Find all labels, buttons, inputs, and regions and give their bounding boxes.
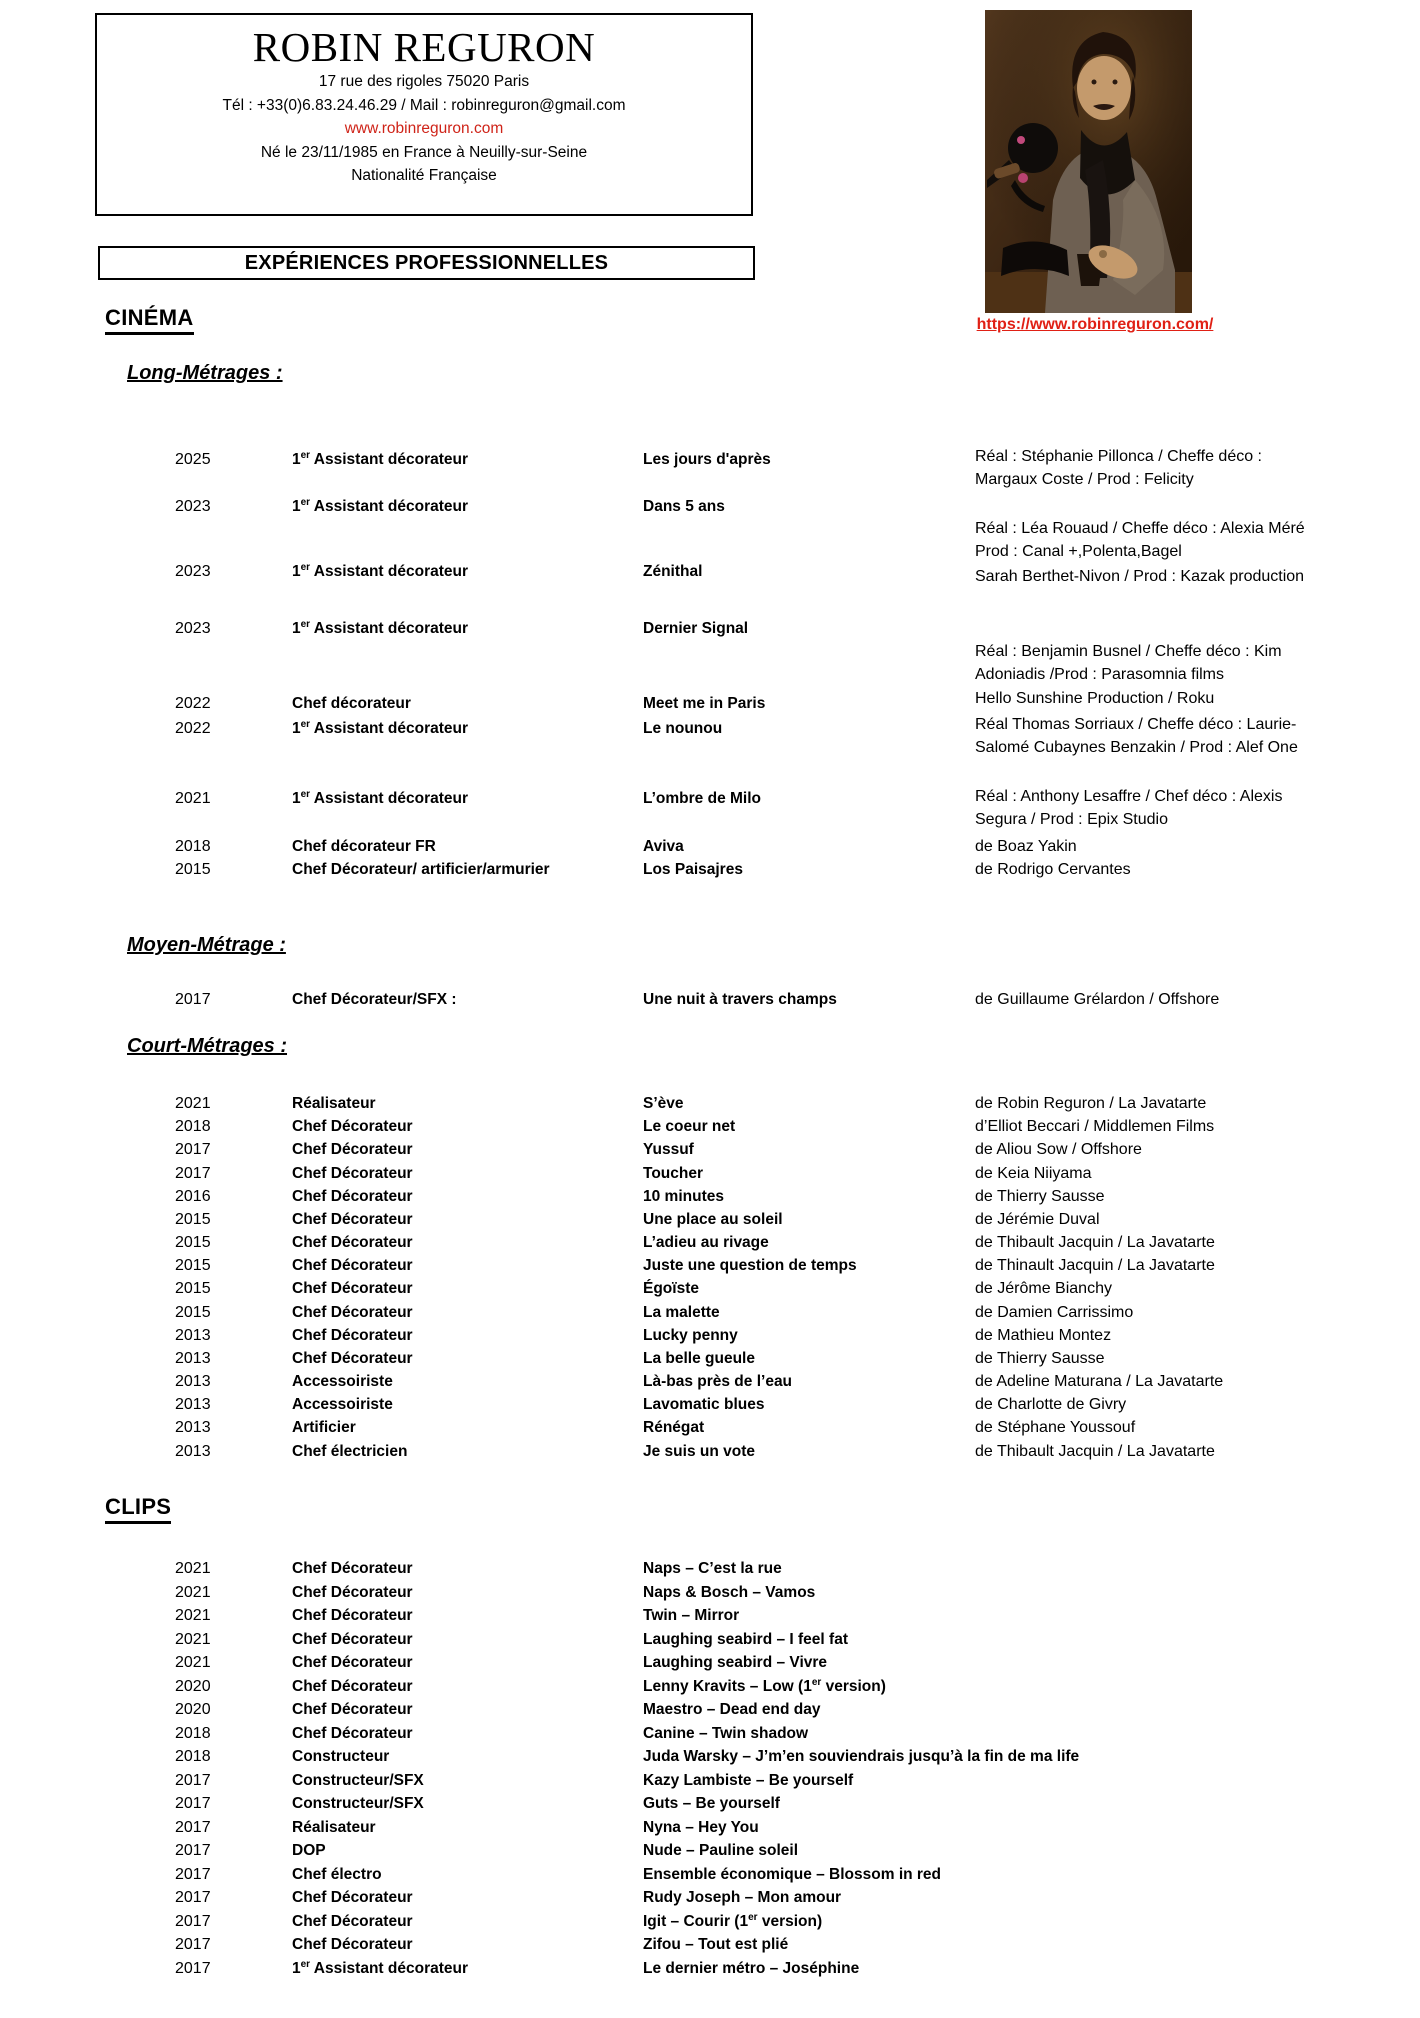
birth-line: Né le 23/11/1985 en France à Neuilly-sur-Seine <box>260 143 588 161</box>
row-role: Chef Décorateur <box>292 1327 413 1344</box>
row-year: 2017 <box>175 1936 211 1953</box>
row-detail: Réal : Stéphanie Pillonca / Cheffe déco : Margaux Coste / Prod : Felicity <box>975 448 1262 488</box>
row-detail: de Thierry Sausse <box>975 1188 1105 1205</box>
row-detail: Réal : Anthony Lesaffre / Chef déco : Alexis Segura / Prod : Epix Studio <box>975 788 1283 828</box>
row-year: 2022 <box>175 720 211 737</box>
row-role: DOP <box>292 1842 326 1859</box>
website-link[interactable]: https://www.robinreguron.com/ <box>976 316 1214 333</box>
row-title: Naps – C’est la rue <box>643 1560 782 1577</box>
row-role: Chef Décorateur <box>292 1234 413 1251</box>
row-title: Toucher <box>643 1165 703 1182</box>
row-role: Accessoiriste <box>292 1396 393 1413</box>
row-detail: de Stéphane Youssouf <box>975 1419 1136 1436</box>
row-role: Réalisateur <box>292 1819 376 1836</box>
row-title: Twin – Mirror <box>643 1607 740 1624</box>
row-role: Chef décorateur FR <box>292 838 436 855</box>
row-year: 2018 <box>175 1725 211 1742</box>
row-detail: Réal Thomas Sorriaux / Cheffe déco : Laurie-Salomé Cubaynes Benzakin / Prod : Alef One <box>975 716 1298 756</box>
cinema-section-heading: CINÉMA <box>105 305 194 335</box>
row-title: Juda Warsky – J’m’en souviendrais jusqu’à la fin de ma life <box>643 1748 1080 1765</box>
person-name: ROBIN REGURON <box>252 24 596 70</box>
row-role: Chef Décorateur <box>292 1304 413 1321</box>
row-year: 2021 <box>175 1654 211 1671</box>
row-title: 10 minutes <box>643 1188 724 1205</box>
row-role: Chef Décorateur <box>292 1141 413 1158</box>
row-detail: de Guillaume Grélardon / Offshore <box>975 991 1220 1008</box>
row-title: Canine – Twin shadow <box>643 1725 809 1742</box>
row-title: Le coeur net <box>643 1118 736 1135</box>
row-detail: de Mathieu Montez <box>975 1327 1112 1344</box>
row-role: Chef Décorateur <box>292 1678 413 1695</box>
row-title: L’ombre de Milo <box>643 790 761 807</box>
row-year: 2015 <box>175 861 211 878</box>
row-role: 1er Assistant décorateur <box>292 718 468 737</box>
row-detail: de Thierry Sausse <box>975 1350 1105 1367</box>
row-year: 2018 <box>175 1748 211 1765</box>
row-detail: d’Elliot Beccari / Middlemen Films <box>975 1118 1215 1135</box>
row-title: Aviva <box>643 838 684 855</box>
row-detail: Hello Sunshine Production / Roku <box>975 690 1215 707</box>
row-title: Ensemble économique – Blossom in red <box>643 1866 942 1883</box>
row-year: 2017 <box>175 1866 211 1883</box>
row-year: 2023 <box>175 498 211 515</box>
row-title: Dernier Signal <box>643 620 749 637</box>
row-role: 1er Assistant décorateur <box>292 561 468 580</box>
row-title: Kazy Lambiste – Be yourself <box>643 1772 854 1789</box>
row-year: 2020 <box>175 1678 211 1695</box>
row-title: Lavomatic blues <box>643 1396 765 1413</box>
row-role: Accessoiriste <box>292 1373 393 1390</box>
row-title: Yussuf <box>643 1141 694 1158</box>
experiences-banner: EXPÉRIENCES PROFESSIONNELLES <box>98 246 755 280</box>
row-title: Le dernier métro – Joséphine <box>643 1960 860 1977</box>
court-metrages-heading: Court-Métrages : <box>127 1035 288 1057</box>
row-title: Naps & Bosch – Vamos <box>643 1584 816 1601</box>
row-role: Chef Décorateur <box>292 1280 413 1297</box>
row-role: 1er Assistant décorateur <box>292 449 468 468</box>
row-title: Igit – Courir (1er version) <box>643 1911 823 1930</box>
row-year: 2017 <box>175 1141 211 1158</box>
row-year: 2013 <box>175 1350 211 1367</box>
website-text: www.robinreguron.com <box>344 120 504 137</box>
row-title: Égoïste <box>643 1280 699 1297</box>
row-year: 2013 <box>175 1443 211 1460</box>
row-detail: de Adeline Maturana / La Javatarte <box>975 1373 1224 1390</box>
address-line: 17 rue des rigoles 75020 Paris <box>318 73 530 90</box>
row-role: Chef Décorateur <box>292 1584 413 1601</box>
row-year: 2015 <box>175 1257 211 1274</box>
row-title: Une place au soleil <box>643 1211 783 1228</box>
row-title: Guts – Be yourself <box>643 1795 780 1812</box>
row-title: Lucky penny <box>643 1327 738 1344</box>
long-metrages-heading: Long-Métrages : <box>127 362 283 384</box>
row-role: Chef Décorateur <box>292 1607 413 1624</box>
row-year: 2017 <box>175 1913 211 1930</box>
row-role: Chef Décorateur <box>292 1350 413 1367</box>
row-year: 2018 <box>175 838 211 855</box>
row-role: Chef Décorateur <box>292 1188 413 1205</box>
row-role: Chef Décorateur <box>292 1211 413 1228</box>
row-year: 2018 <box>175 1118 211 1135</box>
row-year: 2021 <box>175 1584 211 1601</box>
row-year: 2021 <box>175 1631 211 1648</box>
contact-line: Tél : +33(0)6.83.24.46.29 / Mail : robinreguron@gmail.com <box>222 96 626 114</box>
row-title: Nyna – Hey You <box>643 1819 759 1836</box>
row-title: Rudy Joseph – Mon amour <box>643 1889 842 1906</box>
row-title: Rénégat <box>643 1419 705 1436</box>
row-title: L’adieu au rivage <box>643 1234 769 1251</box>
row-detail: de Aliou Sow / Offshore <box>975 1141 1142 1158</box>
row-year: 2020 <box>175 1701 211 1718</box>
row-detail: de Jérôme Bianchy <box>975 1280 1112 1297</box>
row-year: 2021 <box>175 1095 211 1112</box>
row-title: Laughing seabird – Vivre <box>643 1654 828 1671</box>
row-year: 2016 <box>175 1188 211 1205</box>
row-year: 2021 <box>175 1560 211 1577</box>
row-title: Zénithal <box>643 563 703 580</box>
row-title: Le nounou <box>643 720 723 737</box>
row-title: Les jours d'après <box>643 451 771 468</box>
row-title: Juste une question de temps <box>643 1257 857 1274</box>
row-role: Chef Décorateur <box>292 1654 413 1671</box>
row-detail: de Keia Niiyama <box>975 1165 1092 1182</box>
row-role: Chef électricien <box>292 1443 408 1460</box>
moyen-metrage-heading: Moyen-Métrage : <box>127 934 286 956</box>
row-role: Chef Décorateur <box>292 1701 413 1718</box>
row-role: Réalisateur <box>292 1095 376 1112</box>
row-year: 2021 <box>175 790 211 807</box>
row-year: 2013 <box>175 1396 211 1413</box>
row-role: Chef électro <box>292 1866 382 1883</box>
row-title: Maestro – Dead end day <box>643 1701 821 1718</box>
row-year: 2013 <box>175 1327 211 1344</box>
row-year: 2017 <box>175 1889 211 1906</box>
row-title: Meet me in Paris <box>643 695 766 712</box>
row-title: S’ève <box>643 1095 684 1112</box>
row-title: Là-bas près de l’eau <box>643 1373 793 1390</box>
row-title: La belle gueule <box>643 1350 755 1367</box>
row-role: 1er Assistant décorateur <box>292 1958 468 1977</box>
row-year: 2017 <box>175 1165 211 1182</box>
row-role: Chef Décorateur <box>292 1631 413 1648</box>
row-detail: de Charlotte de Givry <box>975 1396 1127 1413</box>
row-year: 2015 <box>175 1280 211 1297</box>
row-role: Constructeur/SFX <box>292 1772 424 1789</box>
row-role: Chef Décorateur <box>292 1913 413 1930</box>
row-role: Chef Décorateur <box>292 1257 413 1274</box>
row-detail: de Jérémie Duval <box>975 1211 1100 1228</box>
row-detail: de Thibault Jacquin / La Javatarte <box>975 1234 1215 1251</box>
row-detail: de Boaz Yakin <box>975 838 1077 855</box>
row-role: Chef Décorateur <box>292 1560 413 1577</box>
clips-section-heading: CLIPS <box>105 1494 171 1524</box>
row-title: Une nuit à travers champs <box>643 991 837 1008</box>
row-role: 1er Assistant décorateur <box>292 788 468 807</box>
row-title: Laughing seabird – I feel fat <box>643 1631 848 1648</box>
row-year: 2017 <box>175 991 211 1008</box>
row-year: 2017 <box>175 1795 211 1812</box>
row-title: Zifou – Tout est plié <box>643 1936 789 1953</box>
row-role: Constructeur <box>292 1748 390 1765</box>
row-year: 2023 <box>175 620 211 637</box>
row-role: Chef décorateur <box>292 695 411 712</box>
row-title: Lenny Kravits – Low (1er version) <box>643 1676 886 1695</box>
row-role: Chef Décorateur/SFX : <box>292 991 457 1008</box>
row-role: Chef Décorateur <box>292 1165 413 1182</box>
nationality-line: Nationalité Française <box>351 167 497 184</box>
row-role: Chef Décorateur <box>292 1936 413 1953</box>
row-year: 2013 <box>175 1373 211 1390</box>
row-year: 2013 <box>175 1419 211 1436</box>
row-year: 2017 <box>175 1819 211 1836</box>
row-detail: de Robin Reguron / La Javatarte <box>975 1095 1207 1112</box>
row-role: 1er Assistant décorateur <box>292 618 468 637</box>
row-detail: Réal : Benjamin Busnel / Cheffe déco : Kim Adoniadis /Prod : Parasomnia films <box>975 643 1282 683</box>
row-year: 2015 <box>175 1234 211 1251</box>
row-title: Los Paisajres <box>643 861 743 878</box>
row-year: 2025 <box>175 451 211 468</box>
row-year: 2022 <box>175 695 211 712</box>
row-detail: de Thinault Jacquin / La Javatarte <box>975 1257 1215 1274</box>
row-role: Chef Décorateur <box>292 1889 413 1906</box>
row-role: Constructeur/SFX <box>292 1795 424 1812</box>
row-year: 2015 <box>175 1304 211 1321</box>
row-detail: de Rodrigo Cervantes <box>975 861 1131 878</box>
row-year: 2017 <box>175 1960 211 1977</box>
row-detail: de Damien Carrissimo <box>975 1304 1134 1321</box>
row-role: Artificier <box>292 1419 356 1436</box>
row-title: Nude – Pauline soleil <box>643 1842 799 1859</box>
row-title: Dans 5 ans <box>643 498 725 515</box>
row-title: La malette <box>643 1304 720 1321</box>
row-detail: Sarah Berthet-Nivon / Prod : Kazak production <box>975 568 1305 585</box>
row-year: 2017 <box>175 1772 211 1789</box>
row-year: 2015 <box>175 1211 211 1228</box>
row-title: Je suis un vote <box>643 1443 755 1460</box>
row-year: 2021 <box>175 1607 211 1624</box>
row-role: Chef Décorateur/ artificier/armurier <box>292 861 550 878</box>
row-year: 2023 <box>175 563 211 580</box>
row-role: Chef Décorateur <box>292 1118 413 1135</box>
row-detail: Réal : Léa Rouaud / Cheffe déco : Alexia Méré Prod : Canal +,Polenta,Bagel <box>975 520 1305 560</box>
row-year: 2017 <box>175 1842 211 1859</box>
row-detail: de Thibault Jacquin / La Javatarte <box>975 1443 1215 1460</box>
row-role: Chef Décorateur <box>292 1725 413 1742</box>
row-role: 1er Assistant décorateur <box>292 496 468 515</box>
